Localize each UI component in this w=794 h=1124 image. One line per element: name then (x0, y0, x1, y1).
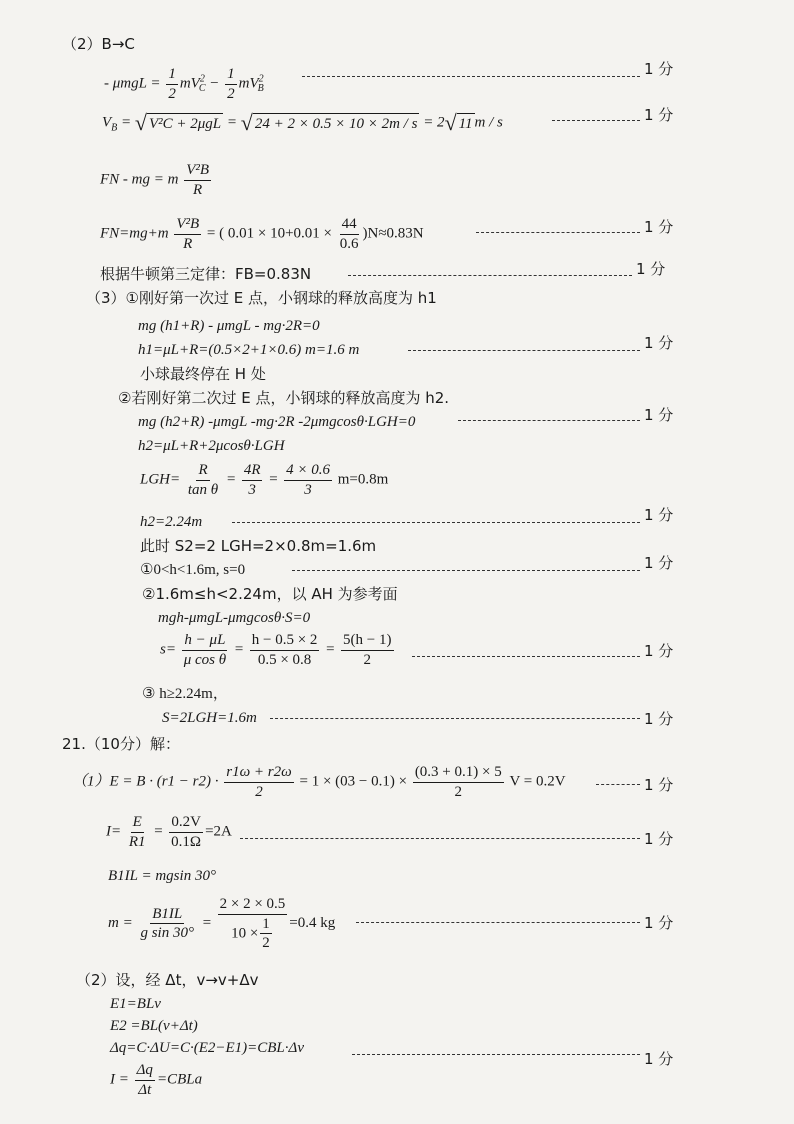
score-leader (552, 120, 640, 121)
energy-equation: - μmgL = $\frac{1}{2}$ $mV^2_C$ − $\frac{1}{2}$ $mV^2_B$ (104, 66, 264, 102)
part3-line2: h1=μL+R=(0.5×2+1×0.6) m=1.6 m (138, 342, 360, 358)
part3-line10: ①0<h<1.6m, s=0 (140, 562, 246, 578)
part2-heading: （2）B→C (62, 35, 135, 53)
normal-force-value: FN=mg+m $\frac{\text{V²B}}{R}$ = ( 0.01 × 10+0.01 × $\frac{44}{0.6}$ )N≈0.83N (100, 216, 424, 252)
part3-lgh-equation: LGH= $\frac{R}{\text{tan θ}}$ = $\frac{4R}{3}$ = $\frac{4 \times 0.6}{3}$ m=0.8m (140, 462, 389, 498)
part3-line4: ②若刚好第二次过 E 点，小钢球的释放高度为 h2. (118, 389, 450, 407)
score-leader (292, 570, 640, 571)
score-leader (240, 838, 640, 839)
score-leader (232, 522, 640, 523)
score-leader (270, 718, 640, 719)
q21-force-balance: B1IL = mgsin 30° (108, 868, 216, 884)
score-leader (476, 232, 640, 233)
q21-part2-current: I = $\frac{\Delta q}{\Delta t}$ =CBLa (110, 1062, 203, 1098)
q21-heading: 21.（10分）解： (62, 735, 180, 753)
score-leader (302, 76, 640, 77)
vb-equation: $V_B$ = √ V²C + 2μgL = √ 24 + 2 × 0.5 × 10 × 2m / s = 2 √ 11 m / s (102, 110, 503, 135)
part3-line14: ③ h≥2.24m， (142, 686, 228, 702)
part3-line15: S=2LGH=1.6m (162, 710, 257, 726)
q21-current-equation: I= $\frac{E}{R1}$ = $\frac{0.2V}{0.1\Omega}$ =2A (106, 814, 232, 850)
score-leader (458, 420, 640, 421)
part3-line6: h2=μL+R+2μcosθ·LGH (138, 438, 285, 454)
score-leader (412, 656, 640, 657)
score-leader (408, 350, 640, 351)
q21-part2-line3: Δq=C·ΔU=C·(E2−E1)=CBL·Δv (110, 1040, 304, 1056)
part3-line5: mg (h2+R) -μmgL -mg·2R -2μmgcosθ·LGH=0 (138, 414, 416, 430)
score-leader (356, 922, 640, 923)
score-mark: 1 分 (644, 406, 674, 424)
q21-emf-equation: （1）E = B · (r1 − r2) · $\frac{r1\omega + r2\omega}{2}$ = 1 × (03 − 0.1) × $\frac{(0.3 + 0.1) \times 5}{2}$ V = 0.2V (72, 764, 566, 800)
q21-part2-line2: E2 =BL(v+Δt) (110, 1018, 198, 1034)
score-mark: 1 分 (644, 218, 674, 236)
part3-line11: ②1.6m≤h<2.24m，以 AH 为参考面 (142, 585, 398, 603)
q21-part2-line1: E1=BLv (110, 996, 161, 1012)
score-leader (596, 784, 640, 785)
normal-force-equation: FN - mg = m $\frac{\text{V²B}}{R}$ (100, 162, 210, 198)
score-mark: 1 分 (644, 554, 674, 572)
score-leader (348, 275, 632, 276)
q21-mass-equation: m = $\frac{B1IL}{\text{g sin 30°}}$ = 2 × 2 × 0.5 10 × $\frac{1}{2}$ =0.4 kg (108, 896, 336, 951)
score-mark: 1 分 (644, 776, 674, 794)
score-mark: 1 分 (644, 334, 674, 352)
part3-heading: （3）①刚好第一次过 E 点，小钢球的释放高度为 h1 (86, 289, 437, 307)
part3-line1: mg (h1+R) - μmgL - mg·2R=0 (138, 318, 320, 334)
part3-line12: mgh-μmgL-μmgcosθ·S=0 (158, 610, 311, 626)
score-mark: 1 分 (644, 1050, 674, 1068)
part3-line9: 此时 S2=2 LGH=2×0.8m=1.6m (140, 537, 377, 555)
score-mark: 1 分 (644, 60, 674, 78)
newton-third-law: 根据牛顿第三定律：FB=0.83N (100, 265, 312, 283)
score-mark: 1 分 (644, 506, 674, 524)
q21-part2-heading: （2）设，经 Δt，v→v+Δv (76, 971, 259, 989)
score-mark: 1 分 (644, 914, 674, 932)
score-mark: 1 分 (644, 830, 674, 848)
part3-s-equation: s= $\frac{h - \mu L}{\text{μ cos θ}}$ = $\frac{h - 0.5 \times 2}{0.5 \times 0.8}$ = $\frac{5(h - 1)}{2}$ (160, 632, 392, 668)
score-mark: 1 分 (644, 710, 674, 728)
score-mark: 1 分 (636, 260, 666, 278)
score-mark: 1 分 (644, 642, 674, 660)
score-leader (352, 1054, 640, 1055)
part3-line3: 小球最终停在 H 处 (140, 365, 266, 383)
part3-line8: h2=2.24m (140, 514, 203, 530)
score-mark: 1 分 (644, 106, 674, 124)
